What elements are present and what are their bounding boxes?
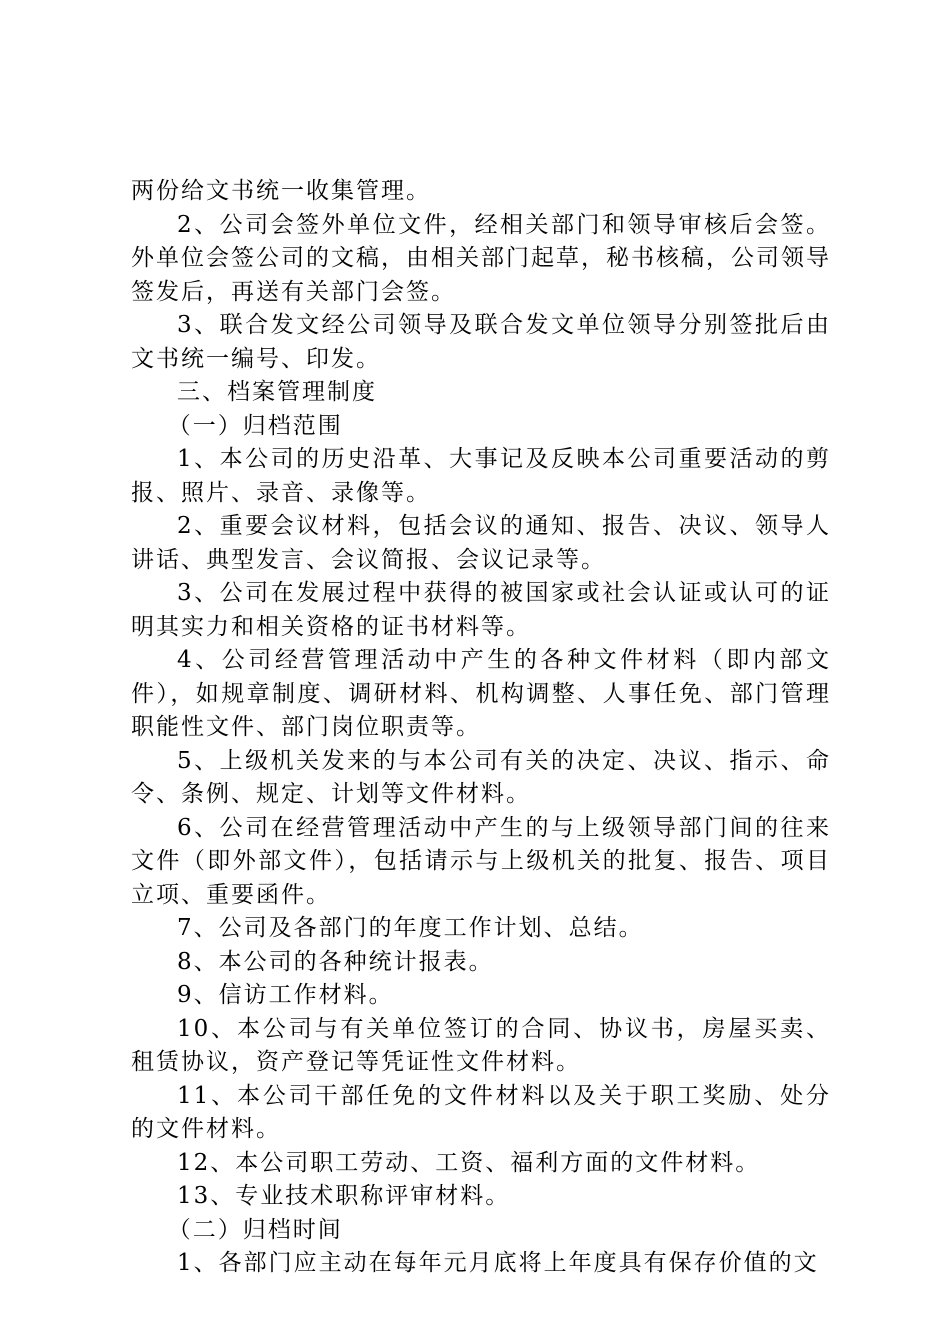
list-item-scope-1: 1、本公司的历史沿革、大事记及反映本公司重要活动的剪报、照片、录音、录像等。 [131, 446, 831, 506]
list-item-time-1: 1、各部门应主动在每年元月底将上年度具有保存价值的文 [177, 1250, 819, 1276]
paragraph-continuation: 两份给文书统一收集管理。 [131, 178, 431, 204]
list-item-scope-3: 3、公司在发展过程中获得的被国家或社会认证或认可的证明其实力和相关资格的证书材料等。 [131, 580, 831, 640]
section-heading-archive-management: 三、档案管理制度 [177, 379, 377, 405]
subsection-heading-filing-time: （二）归档时间 [167, 1216, 343, 1243]
paragraph-joint-issuance: 3、联合发文经公司领导及联合发文单位领导分别签批后由文书统一编号、印发。 [131, 312, 831, 372]
list-item-scope-13: 13、专业技术职称评审材料。 [177, 1183, 511, 1209]
list-item-scope-9: 9、信访工作材料。 [177, 982, 394, 1008]
list-item-scope-12: 12、本公司职工劳动、工资、福利方面的文件材料。 [177, 1149, 761, 1176]
subsection-heading-filing-scope: （一）归档范围 [167, 412, 343, 439]
list-item-scope-11: 11、本公司干部任免的文件材料以及关于职工奖励、处分的文件材料。 [131, 1082, 831, 1142]
document-body [131, 175, 831, 1281]
list-item-scope-10: 10、本公司与有关单位签订的合同、协议书，房屋买卖、租赁协议，资产登记等凭证性文件材料。 [131, 1015, 831, 1075]
list-item-scope-7: 7、公司及各部门的年度工作计划、总结。 [177, 915, 644, 941]
list-item-scope-5: 5、上级机关发来的与本公司有关的决定、决议、指示、命令、条例、规定、计划等文件材料。 [131, 747, 831, 807]
list-item-scope-8: 8、本公司的各种统计报表。 [177, 948, 494, 975]
paragraph-countersign-external: 2、公司会签外单位文件，经相关部门和领导审核后会签。外单位会签公司的文稿，由相关部门起草，秘书核稿，公司领导签发后，再送有关部门会签。 [131, 211, 831, 305]
list-item-scope-4: 4、公司经营管理活动中产生的各种文件材料（即内部文件），如规章制度、调研材料、机构调整、人事任免、部门管理职能性文件、部门岗位职责等。 [131, 647, 831, 740]
list-item-scope-2: 2、重要会议材料，包括会议的通知、报告、决议、领导人讲话、典型发言、会议简报、会议记录等。 [131, 513, 831, 573]
list-item-scope-6: 6、公司在经营管理活动中产生的与上级领导部门间的往来文件（即外部文件），包括请示与上级机关的批复、报告、项目立项、重要函件。 [131, 814, 831, 908]
